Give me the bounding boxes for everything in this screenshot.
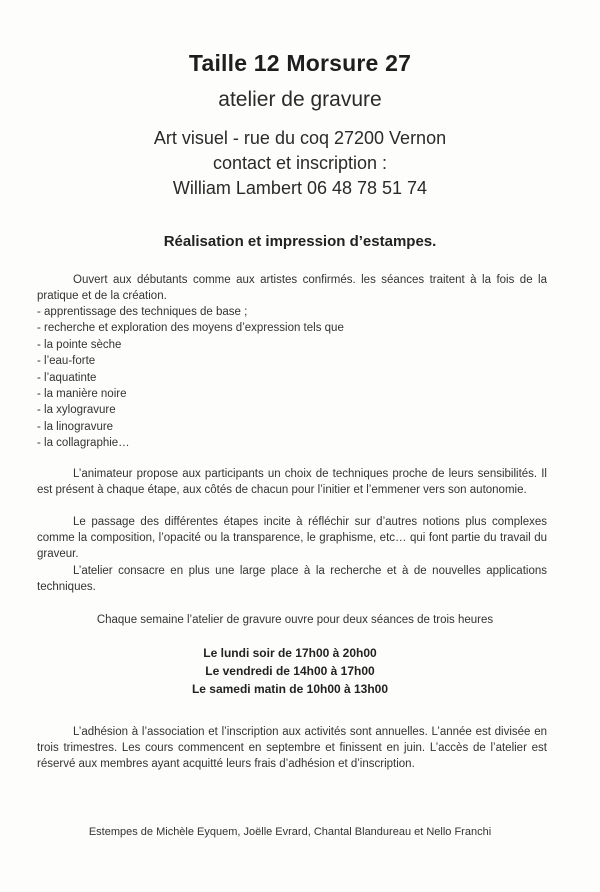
schedule-line: Le lundi soir de 17h00 à 20h00 — [203, 646, 377, 660]
schedule-line: Le samedi matin de 10h00 à 13h00 — [191, 682, 389, 696]
intro-paragraph: Ouvert aux débutants comme aux artistes confirmés. les séances traitent à la fois de la pratique et de la création. — [37, 274, 547, 302]
list-item: - apprentissage des techniques de base ; — [37, 306, 248, 318]
schedule-line: Le vendredi de 14h00 à 17h00 — [205, 664, 375, 678]
list-item: - la linogravure — [37, 420, 114, 433]
page-subtitle: atelier de gravure — [218, 88, 382, 111]
address-line: Art visuel - rue du coq 27200 Vernon — [153, 128, 447, 148]
techniques-list — [37, 304, 547, 452]
list-item: - la collagraphie… — [37, 437, 130, 450]
contact-block — [0, 126, 600, 201]
section-heading: Réalisation et impression d’estampes. — [163, 233, 437, 250]
list-item: - recherche et exploration des moyens d’expression tels que — [37, 322, 344, 335]
list-item: - la pointe sèche — [37, 338, 122, 351]
animateur-paragraph: L’animateur propose aux participants un choix de techniques proche de leurs sensibilités. Il est présent à chaque étape, aux côtés de chacun pour l’initier et l’emmener vers son autonomie. — [37, 468, 547, 496]
adhesion-paragraph: L’adhésion à l’association et l’inscription aux activités sont annuelles. L’année est divisée en trois trimestres. Les cours commencent en septembre et finissent en juin. L’accès de l’atelier est réservé aux membres ayant acquitté leurs frais d’adhésion et d’inscription. — [37, 726, 547, 770]
contact-label: contact et inscription : — [212, 153, 388, 173]
credits-line: Estempes de Michèle Eyquem, Joëlle Evrard, Chantal Blandureau et Nello Franchi — [88, 826, 492, 838]
list-item: - la xylogravure — [37, 404, 116, 417]
contact-phone: William Lambert 06 48 78 51 74 — [172, 178, 428, 198]
passage-paragraph: Le passage des différentes étapes incite à réfléchir sur d’autres notions plus complexes comme la composition, l’opacité ou la transparence, le graphisme, etc… qui font partie du travail du graveur. — [37, 516, 547, 560]
list-item: - la manière noire — [37, 388, 127, 401]
list-item: - l’aquatinte — [37, 371, 97, 384]
page-title: Taille 12 Morsure 27 — [188, 50, 412, 76]
schedule-block — [0, 644, 580, 698]
list-item: - l’eau-forte — [37, 355, 96, 368]
atelier-paragraph: L’atelier consacre en plus une large place à la recherche et à de nouvelles applications techniques. — [37, 565, 547, 593]
schedule-intro: Chaque semaine l’atelier de gravure ouvre pour deux séances de trois heures — [96, 614, 494, 626]
